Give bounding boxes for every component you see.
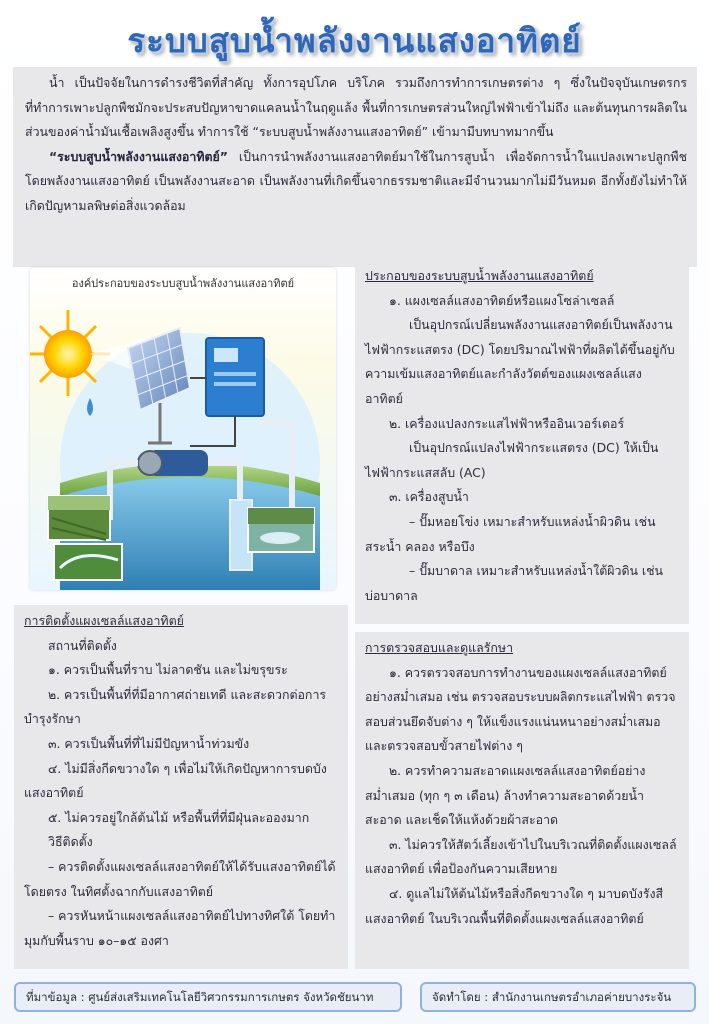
components-panel	[355, 264, 689, 624]
maintenance-item-2: ๒. ควรทำความสะอาดแผงเซลล์แสงอาทิตย์อย่างสม่ำเสมอ (ทุก ๆ ๓ เดือน) ล้างทำความสะอาดด้วยน้ำสะอาด และเช็ดให้แห้งด้วยผ้าสะอาด	[365, 762, 646, 828]
intro-paragraph-1: น้ำ เป็นปัจจัยในการดำรงชีวิตที่สำคัญ ทั้งการอุปโภค บริโภค รวมถึงการทำการเกษตรต่าง ๆ ซึ่งในปัจจุบันเกษตรกรที่ทำการเพาะปลูกพืชมักจะประสบปัญหาขาดแคลนน้ำในฤดูแล้ง พื้นที่การเกษตรส่วนใหญ่ไฟฟ้าเข้าไม่ถึง และต้นทุนการผลิตในส่วนของค่าน้ำมันเชื้อเพลิงสูงขึ้น ทำการใช้ “ระบบสูบน้ำพลังงานแสงอาทิตย์” เข้ามามีบทบาทมากขึ้น	[25, 75, 687, 140]
component-1-title: ๑. แผงเซลล์แสงอาทิตย์หรือแผงโซล่าเซลล์	[389, 292, 615, 308]
intro-paragraph-2	[25, 145, 687, 219]
sprinkler-photo-icon	[54, 544, 122, 580]
source-box: ที่มาข้อมูล : ศูนย์ส่งเสริมเทคโนโลยีวิศวกรรมการเกษตร จังหวัดชัยนาท	[14, 982, 402, 1012]
component-3-title: ๓. เครื่องสูบน้ำ	[389, 489, 469, 505]
author-box: จัดทำโดย : สำนักงานเกษตรอำเภอค่ายบางระจัน	[420, 982, 696, 1012]
inverter-icon	[206, 338, 264, 416]
location-item-2: ๒. ควรเป็นพื้นที่ที่มีอากาศถ่ายเทดี และสะดวกต่อการบำรุงรักษา	[24, 686, 327, 727]
component-3-a: – ปั๊มหอยโข่ง เหมาะสำหรับแหล่งน้ำผิวดิน เช่น สระน้ำ คลอง หรือบึง	[365, 513, 656, 554]
diagram-title: องค์ประกอบของระบบสูบน้ำพลังงานแสงอาทิตย์	[71, 277, 295, 290]
pump-icon	[138, 450, 208, 476]
method-item-1: – ควรติดตั้งแผงเซลล์แสงอาทิตย์ให้ได้รับแสงอาทิตย์ได้โดยตรง ในทิศตั้งฉากกับแสงอาทิตย์	[24, 858, 336, 899]
maintenance-item-4: ๔. ดูแลไม่ให้ต้นไม้หรือสิ่งกีดขวางใด ๆ มาบดบังรังสีแสงอาทิตย์ ในบริเวณพื้นที่ติดตั้งแผงเซลล์แสงอาทิตย์	[365, 885, 664, 926]
system-diagram	[30, 268, 336, 590]
location-item-3: ๓. ควรเป็นพื้นที่ที่ไม่มีปัญหาน้ำท่วมขัง	[48, 735, 250, 751]
method-label: วิธีติดตั้ง	[48, 834, 93, 850]
intro-panel	[13, 67, 697, 267]
maintenance-item-1: ๑. ควรตรวจสอบการทำงานของแผงเซลล์แสงอาทิตย์อย่างสม่ำเสมอ เช่น ตรวจสอบระบบผลิตกระแสไฟฟ้า ตรวจสอบส่วนยึดจับต่าง ๆ ให้แข็งแรงแน่นหนาอย่างสม่ำเสมอ และตรวจสอบขั้วสายไฟต่าง ๆ	[365, 664, 676, 754]
installation-heading: การติดตั้งแผงเซลล์แสงอาทิตย์	[24, 613, 184, 628]
location-item-5: ๕. ไม่ควรอยู่ใกล้ต้นไม้ หรือพื้นที่ที่มีฝุ่นละอองมาก	[48, 809, 310, 825]
field-photo-icon	[48, 496, 110, 540]
location-label: สถานที่ติดตั้ง	[48, 637, 117, 653]
component-3-b: – ปั๊มบาดาล เหมาะสำหรับแหล่งน้ำใต้ผิวดิน เช่น บ่อบาดาล	[365, 563, 664, 603]
pond-photo-icon	[248, 508, 314, 552]
maintenance-heading: การตรวจสอบและดูแลรักษา	[365, 640, 514, 655]
maintenance-item-3: ๓. ไม่ควรให้สัตว์เลี้ยงเข้าไปในบริเวณที่ติดตั้งแผงเซลล์แสงอาทิตย์ เพื่อป้องกันความเสียหาย	[365, 836, 677, 877]
maintenance-panel	[355, 632, 689, 969]
components-heading: ประกอบของระบบสูบน้ำพลังงานแสงอาทิตย์	[365, 268, 594, 283]
intro-bold-term: “ระบบสูบน้ำพลังงานแสงอาทิตย์”	[49, 148, 228, 164]
method-item-2: – ควรหันหน้าแผงเซลล์แสงอาทิตย์ไปทางทิศใต้ โดยทำมุมกับพื้นราบ ๑๐–๑๕ องศา	[24, 908, 336, 948]
page-title: ระบบสูบน้ำพลังงานแสงอาทิตย์	[127, 21, 582, 60]
component-2-title: ๒. เครื่องแปลงกระแสไฟฟ้าหรืออินเวอร์เตอร์	[389, 415, 625, 431]
intro-paragraph-2-text: เป็นการนำพลังงานแสงอาทิตย์มาใช้ในการสูบน้ำ เพื่อจัดการน้ำในแปลงเพาะปลูกพืช โดยพลังงานแสงอาทิตย์ เป็นพลังงานสะอาด เป็นพลังงานที่เกิดขึ้นจากธรรมชาติและมีจำนวนมากไม่มีวันหมด อีกทั้งยังไม่ทำให้เกิดปัญหามลพิษต่อสิ่งแวดล้อม	[25, 148, 687, 213]
installation-panel	[14, 605, 348, 969]
location-item-1: ๑. ควรเป็นพื้นที่ราบ ไม่ลาดชัน และไม่ขรุขระ	[48, 662, 288, 678]
component-2-desc: เป็นอุปกรณ์แปลงไฟฟ้ากระแสตรง (DC) ให้เป็นไฟฟ้ากระแสสลับ (AC)	[365, 440, 659, 480]
location-item-4: ๔. ไม่มีสิ่งกีดขวางใด ๆ เพื่อไม่ให้เกิดปัญหาการบดบังแสงอาทิตย์	[24, 760, 327, 801]
component-1-desc: เป็นอุปกรณ์เปลี่ยนพลังงานแสงอาทิตย์เป็นพลังงานไฟฟ้ากระแสตรง (DC) โดยปริมาณไฟฟ้าที่ผลิตได้ขึ้นอยู่กับความเข้มแสงอาทิตย์และกำลังวัตต์ของแผงเซลล์แสงอาทิตย์	[365, 317, 675, 406]
diagram-illustration	[30, 268, 336, 590]
